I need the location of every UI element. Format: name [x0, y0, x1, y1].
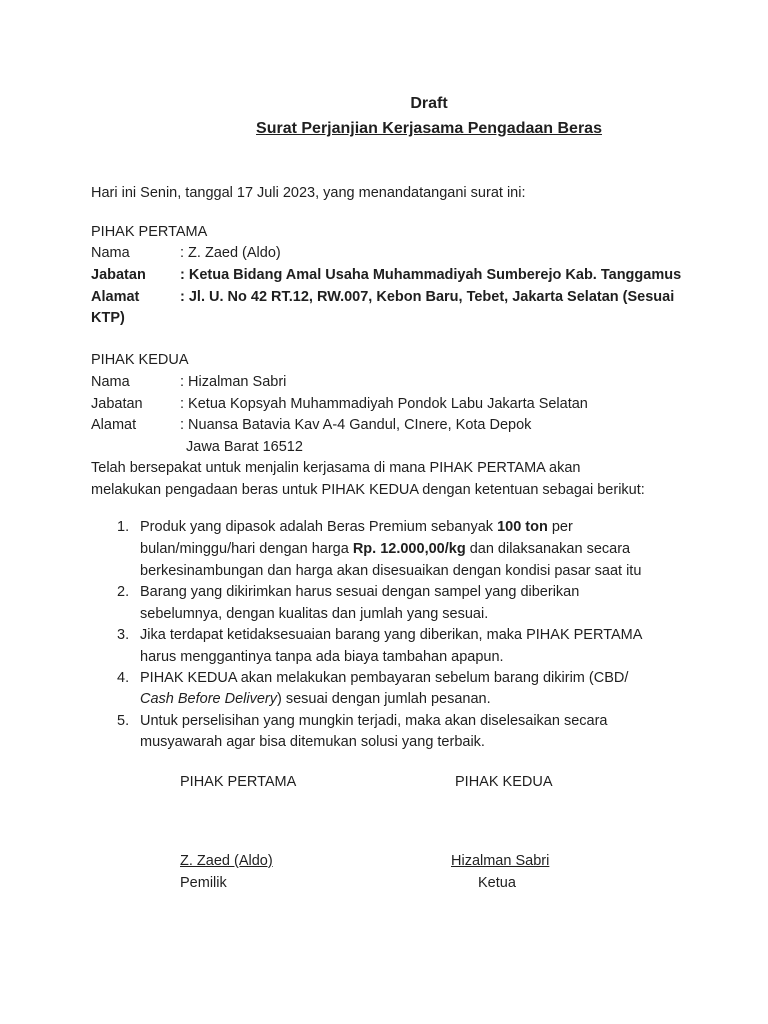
pihak-kedua-nama-row	[91, 374, 286, 390]
jabatan-label: Jabatan	[91, 396, 143, 412]
intro-text: Hari ini Senin, tanggal 17 Juli 2023, yang menandatangani surat ini:	[91, 185, 526, 201]
term-text: Produk yang dipasok adalah Beras Premium sebanyak	[140, 519, 498, 535]
alamat-value: : Nuansa Batavia Kav A-4 Gandul, CInere, Kota Depok	[180, 417, 532, 433]
agreement-line-1: Telah bersepakat untuk menjalin kerjasama di mana PIHAK PERTAMA akan	[91, 460, 581, 476]
nama-value: : Hizalman Sabri	[180, 374, 287, 390]
pihak-pertama-alamat-cont: KTP)	[91, 310, 125, 326]
term-line	[140, 519, 573, 535]
pihak-pertama-jabatan-row	[91, 267, 681, 283]
term-line: Barang yang dikirimkan harus sesuai dengan sampel yang diberikan	[140, 584, 580, 600]
term-line: sebelumnya, dengan kualitas dan jumlah yang sesuai.	[140, 606, 489, 622]
jabatan-label: Jabatan	[91, 267, 146, 283]
term-number: 2.	[117, 584, 130, 600]
term-line: harus menggantinya tanpa ada biaya tambahan apapun.	[140, 649, 504, 665]
term-line: Untuk perselisihan yang mungkin terjadi, maka akan diselesaikan secara	[140, 713, 608, 729]
document-title: Draft	[410, 95, 448, 112]
term-number: 1.	[117, 519, 130, 535]
term-line: Jika terdapat ketidaksesuaian barang yang diberikan, maka PIHAK PERTAMA	[140, 627, 643, 643]
term-price: Rp. 12.000,00/kg	[352, 541, 466, 557]
pihak-pertama-heading: PIHAK PERTAMA	[91, 224, 208, 240]
signature-right-name: Hizalman Sabri	[451, 853, 550, 869]
document-subtitle: Surat Perjanjian Kerjasama Pengadaan Beras	[256, 120, 602, 137]
term-text: bulan/minggu/hari dengan harga	[140, 541, 353, 557]
pihak-kedua-jabatan-row	[91, 396, 588, 412]
term-line	[140, 691, 491, 707]
signature-left-role: Pemilik	[180, 875, 227, 891]
pihak-pertama-nama-row	[91, 245, 281, 261]
pihak-kedua-heading: PIHAK KEDUA	[91, 352, 189, 368]
signature-right-heading: PIHAK KEDUA	[455, 774, 553, 790]
alamat-label: Alamat	[91, 289, 140, 305]
signature-left-heading: PIHAK PERTAMA	[180, 774, 297, 790]
term-line: PIHAK KEDUA akan melakukan pembayaran sebelum barang dikirim (CBD/	[140, 670, 629, 686]
nama-value: : Z. Zaed (Aldo)	[180, 245, 281, 261]
pihak-pertama-alamat-row	[91, 289, 674, 305]
alamat-label: Alamat	[91, 417, 137, 433]
term-line: musyawarah agar bisa ditemukan solusi yang terbaik.	[140, 734, 485, 750]
jabatan-value: : Ketua Kopsyah Muhammadiyah Pondok Labu Jakarta Selatan	[180, 396, 588, 412]
signature-left-name: Z. Zaed (Aldo)	[180, 853, 273, 869]
term-line	[140, 541, 630, 557]
pihak-kedua-alamat-cont: Jawa Barat 16512	[186, 439, 303, 455]
term-line: berkesinambungan dan harga akan disesuaikan dengan kondisi pasar saat itu	[140, 563, 642, 579]
term-number: 4.	[117, 670, 130, 686]
pihak-kedua-alamat-row	[91, 417, 531, 433]
alamat-value: : Jl. U. No 42 RT.12, RW.007, Kebon Baru, Tebet, Jakarta Selatan (Sesuai	[180, 289, 675, 305]
term-quantity: 100 ton	[497, 519, 548, 535]
signature-right-role: Ketua	[478, 875, 516, 891]
nama-label: Nama	[91, 245, 130, 261]
agreement-line-2: melakukan pengadaan beras untuk PIHAK KEDUA dengan ketentuan sebagai berikut:	[91, 482, 645, 498]
term-italic-text: Cash Before Delivery	[140, 691, 277, 707]
jabatan-value: : Ketua Bidang Amal Usaha Muhammadiyah Sumberejo Kab. Tanggamus	[180, 267, 682, 283]
term-text: ) sesuai dengan jumlah pesanan.	[277, 691, 491, 707]
term-number: 5.	[117, 713, 130, 729]
nama-label: Nama	[91, 374, 130, 390]
term-text: dan dilaksanakan secara	[465, 541, 631, 557]
term-number: 3.	[117, 627, 130, 643]
term-text: per	[547, 519, 573, 535]
